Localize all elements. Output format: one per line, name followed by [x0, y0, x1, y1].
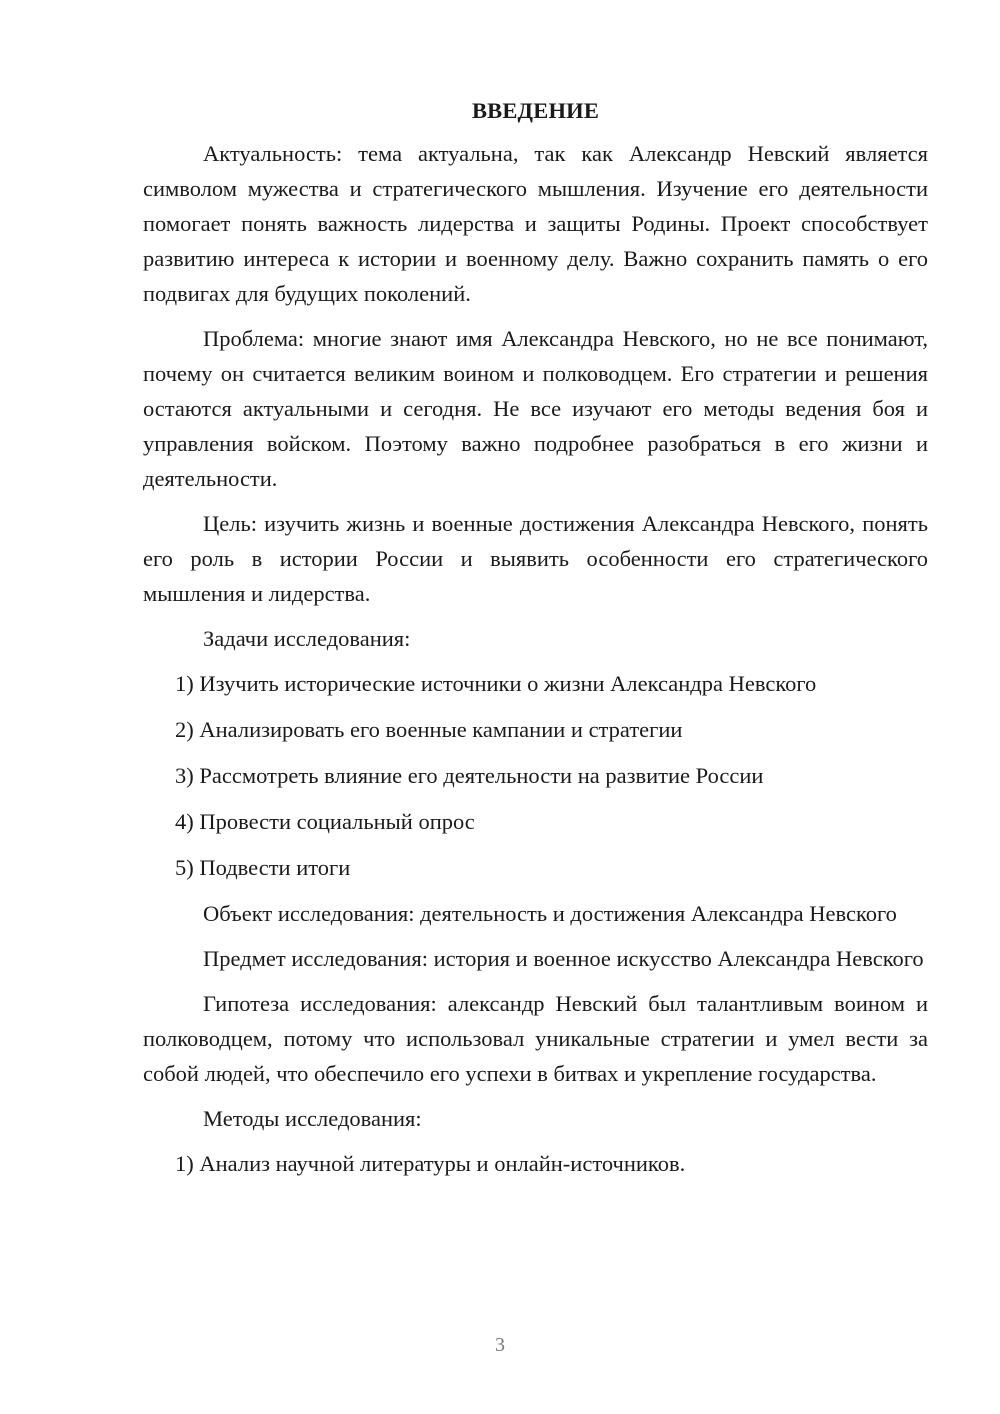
task-item: 3) Рассмотреть влияние его деятельности на развитие России [175, 763, 764, 788]
section-title: ВВЕДЕНИЕ [471, 98, 600, 123]
object-paragraph: Объект исследования: деятельность и достижения Александра Невского [203, 901, 897, 926]
tasks-list [143, 666, 928, 885]
subject-paragraph: Предмет исследования: история и военное искусство Александра Невского [203, 946, 924, 971]
goal-paragraph: Цель: изучить жизнь и военные достижения Александра Невского, понять его роль в истории России и выявить особенности его стратегического мышления и лидерства. [143, 511, 928, 606]
problem-paragraph: Проблема: многие знают имя Александра Невского, но не все понимают, почему он считается великим воином и полководцем. Его стратегии и решения остаются актуальными и сегодня. Не все изучают его методы ведения боя и управления войском. Поэтому важно подробнее разобраться в его жизни и деятельности. [143, 326, 928, 491]
task-item: 5) Подвести итоги [175, 855, 351, 880]
document-page [143, 93, 928, 1192]
hypothesis-paragraph: Гипотеза исследования: александр Невский был талантливым воином и полководцем, потому что использовал уникальные стратегии и умел вести за собой людей, что обеспечило его успехи в битвах и укрепление государства. [143, 991, 928, 1086]
methods-heading: Методы исследования: [203, 1106, 422, 1131]
relevance-paragraph: Актуальность: тема актуальна, так как Александр Невский является символом мужества и стратегического мышления. Изучение его деятельности помогает понять важность лидерства и защиты Родины. Проект способствует развитию интереса к истории и военному делу. Важно сохранить память о его подвигах для будущих поколений. [143, 141, 928, 306]
task-item: 4) Провести социальный опрос [175, 809, 475, 834]
page-number: 3 [495, 1334, 505, 1356]
methods-list [143, 1146, 928, 1181]
method-item: 1) Анализ научной литературы и онлайн-источников. [175, 1151, 686, 1176]
task-item: 2) Анализировать его военные кампании и стратегии [175, 717, 683, 742]
tasks-heading: Задачи исследования: [203, 626, 411, 651]
task-item: 1) Изучить исторические источники о жизни Александра Невского [175, 671, 817, 696]
